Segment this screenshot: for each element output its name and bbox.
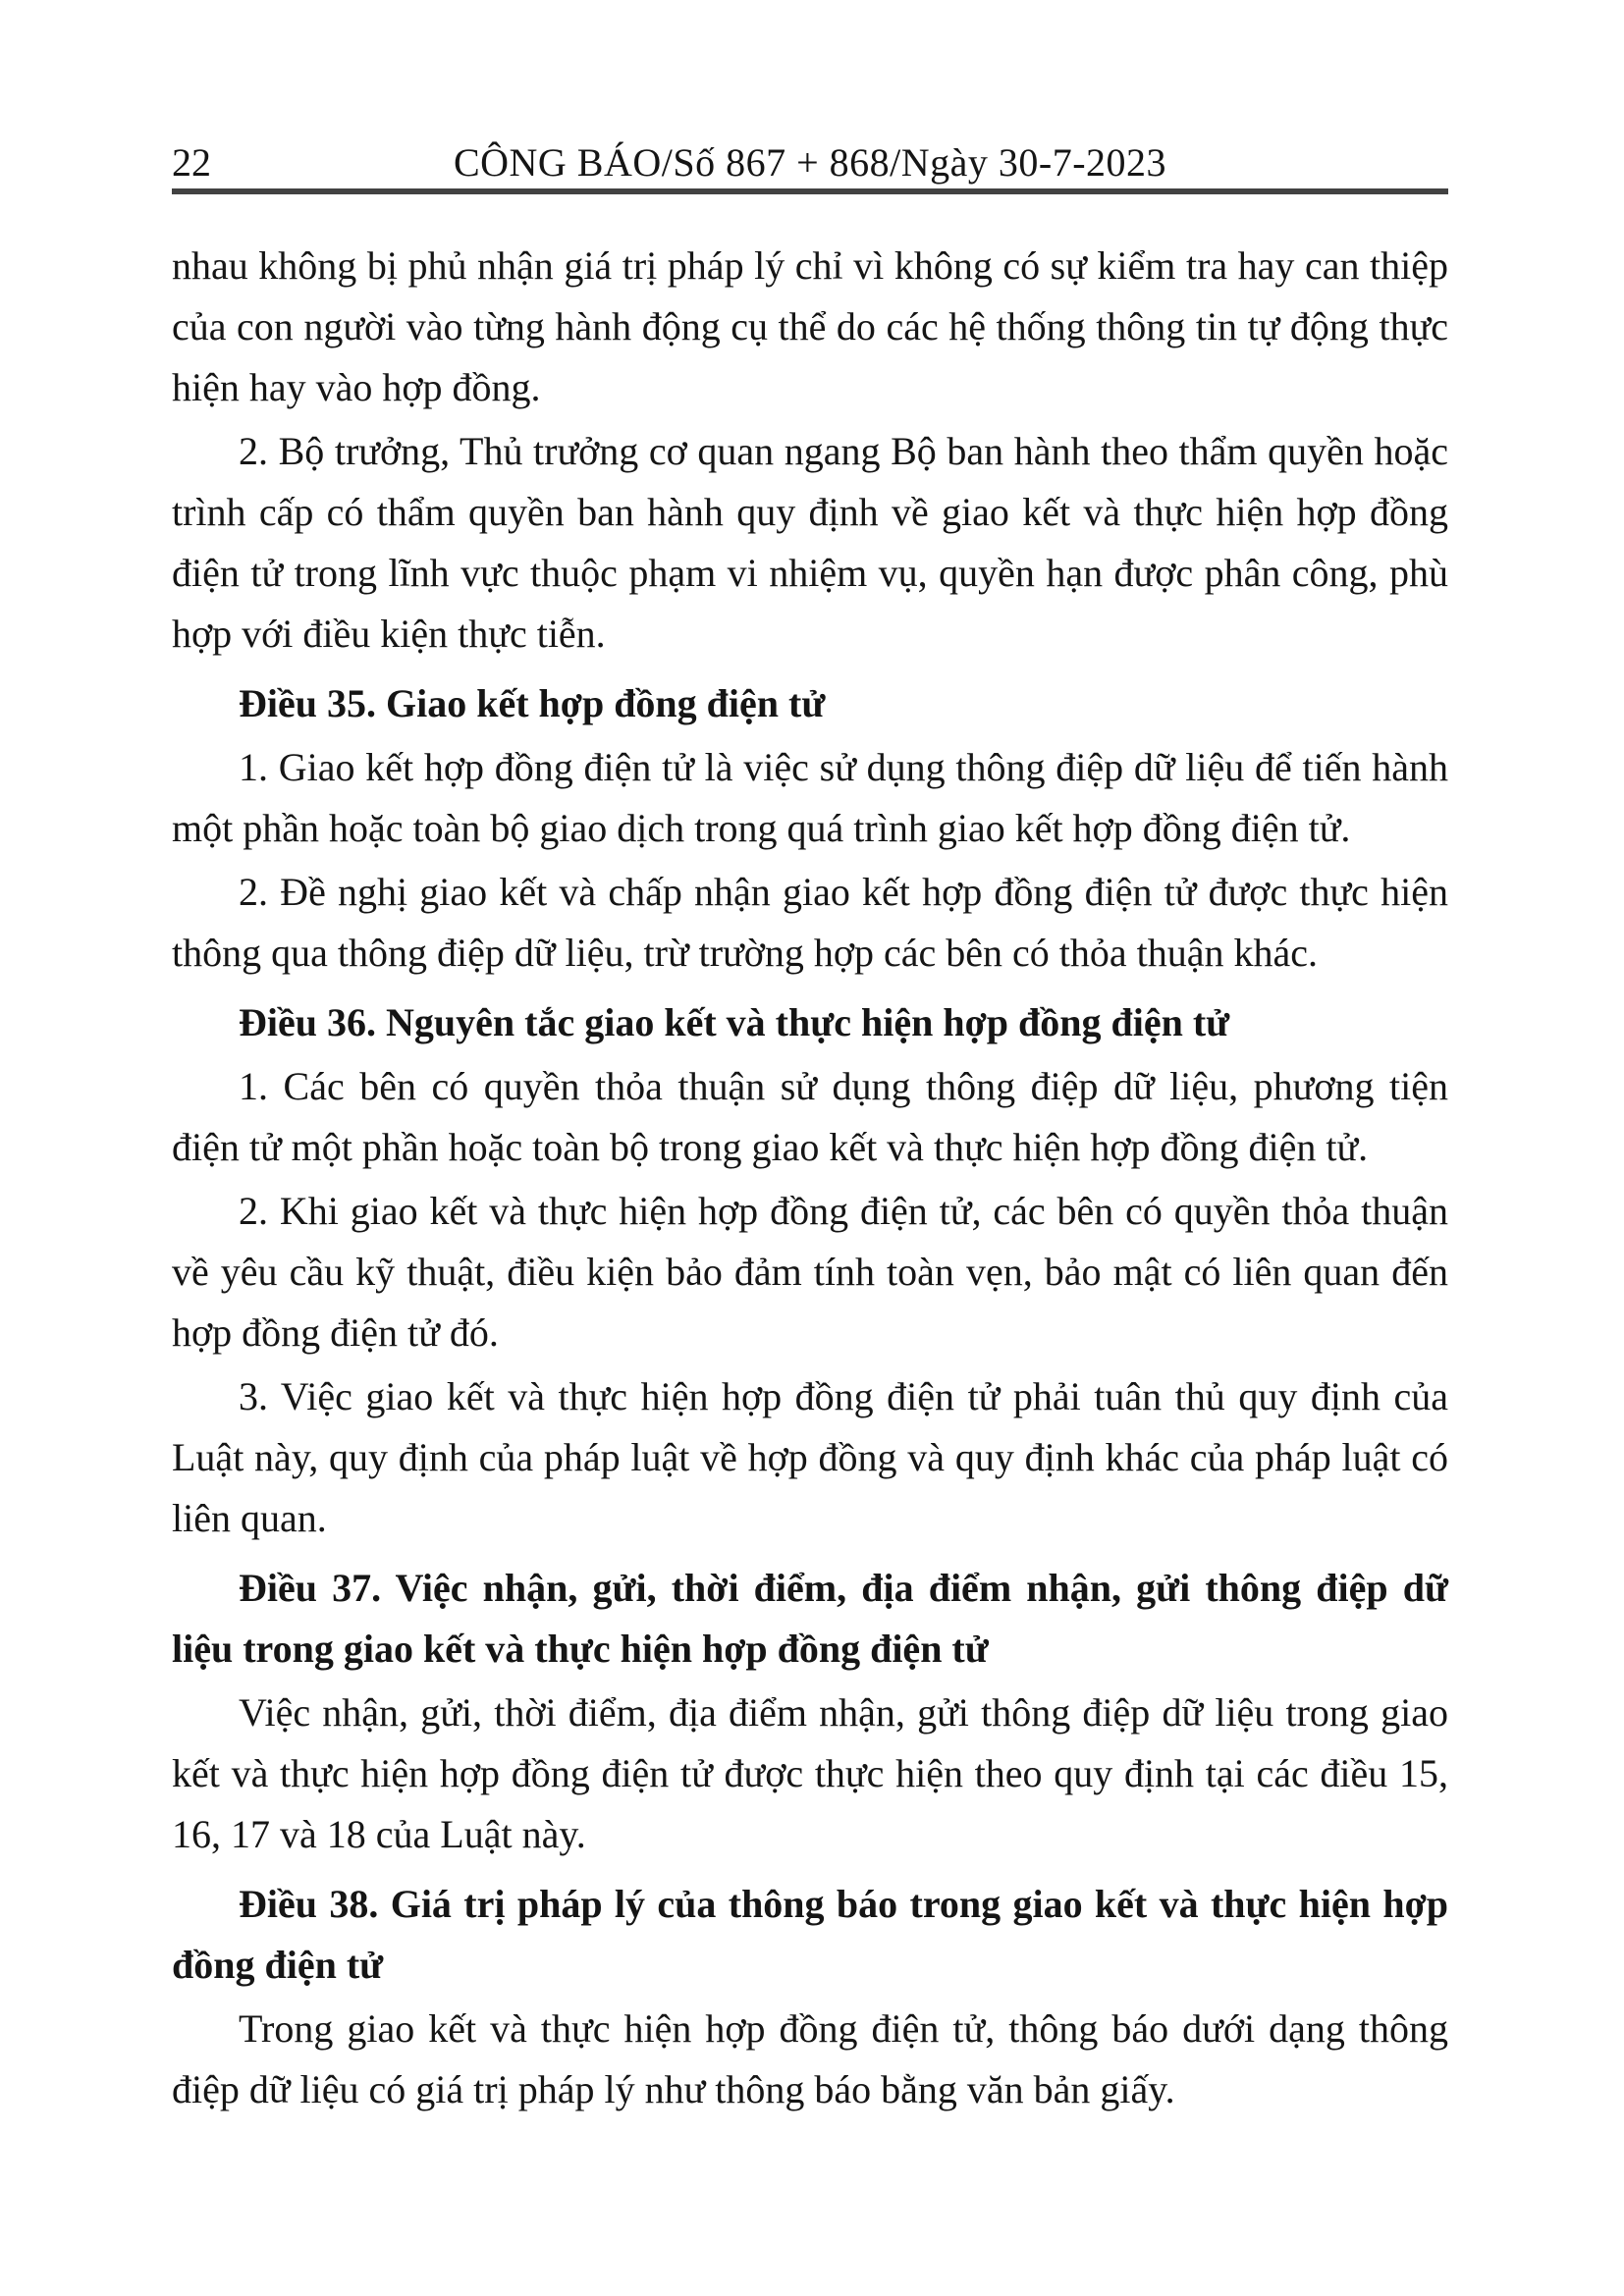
heading-dieu-35: Điều 35. Giao kết hợp đồng điện tử: [239, 681, 826, 725]
gazette-title: CÔNG BÁO/Số 867 + 868/Ngày 30-7-2023: [453, 140, 1167, 185]
heading-dieu-37: Điều 37. Việc nhận, gửi, thời điểm, địa điểm nhận, gửi thông điệp dữ liệu trong giao kết và thực hiện hợp đồng điện tử: [172, 1566, 1448, 1671]
paragraph: 2. Bộ trưởng, Thủ trưởng cơ quan ngang Bộ ban hành theo thẩm quyền hoặc trình cấp có thẩm quyền ban hành quy định về giao kết và thực hiện hợp đồng điện tử trong lĩnh vực thuộc phạm vi nhiệm vụ, quyền hạn được phân công, phù hợp với điều kiện thực tiễn.: [172, 429, 1448, 656]
paragraph: 1. Các bên có quyền thỏa thuận sử dụng thông điệp dữ liệu, phương tiện điện tử một phần hoặc toàn bộ trong giao kết và thực hiện hợp đồng điện tử.: [172, 1064, 1448, 1169]
page-number: 22: [172, 140, 211, 185]
paragraph-continuation: nhau không bị phủ nhận giá trị pháp lý chỉ vì không có sự kiểm tra hay can thiệp của con người vào từng hành động cụ thể do các hệ thống thông tin tự động thực hiện hay vào hợp đồng.: [172, 243, 1448, 409]
page-header: [172, 141, 1448, 188]
document-body: [172, 236, 1448, 2120]
heading-dieu-36: Điều 36. Nguyên tắc giao kết và thực hiện hợp đồng điện tử: [239, 1000, 1230, 1044]
paragraph: 1. Giao kết hợp đồng điện tử là việc sử dụng thông điệp dữ liệu để tiến hành một phần hoặc toàn bộ giao dịch trong quá trình giao kết hợp đồng điện tử.: [172, 745, 1448, 850]
paragraph: Trong giao kết và thực hiện hợp đồng điện tử, thông báo dưới dạng thông điệp dữ liệu có giá trị pháp lý như thông báo bằng văn bản giấy.: [172, 2006, 1448, 2111]
paragraph: 2. Đề nghị giao kết và chấp nhận giao kết hợp đồng điện tử được thực hiện thông qua thông điệp dữ liệu, trừ trường hợp các bên có thỏa thuận khác.: [172, 870, 1448, 975]
paragraph: Việc nhận, gửi, thời điểm, địa điểm nhận, gửi thông điệp dữ liệu trong giao kết và thực hiện hợp đồng điện tử được thực hiện theo quy định tại các điều 15, 16, 17 và 18 của Luật này.: [172, 1690, 1448, 1856]
paragraph: 2. Khi giao kết và thực hiện hợp đồng điện tử, các bên có quyền thỏa thuận về yêu cầu kỹ thuật, điều kiện bảo đảm tính toàn vẹn, bảo mật có liên quan đến hợp đồng điện tử đó.: [172, 1189, 1448, 1355]
paragraph: 3. Việc giao kết và thực hiện hợp đồng điện tử phải tuân thủ quy định của Luật này, quy định của pháp luật về hợp đồng và quy định khác của pháp luật có liên quan.: [172, 1374, 1448, 1540]
heading-dieu-38: Điều 38. Giá trị pháp lý của thông báo trong giao kết và thực hiện hợp đồng điện tử: [172, 1882, 1448, 1987]
header-double-rule: [172, 188, 1448, 194]
